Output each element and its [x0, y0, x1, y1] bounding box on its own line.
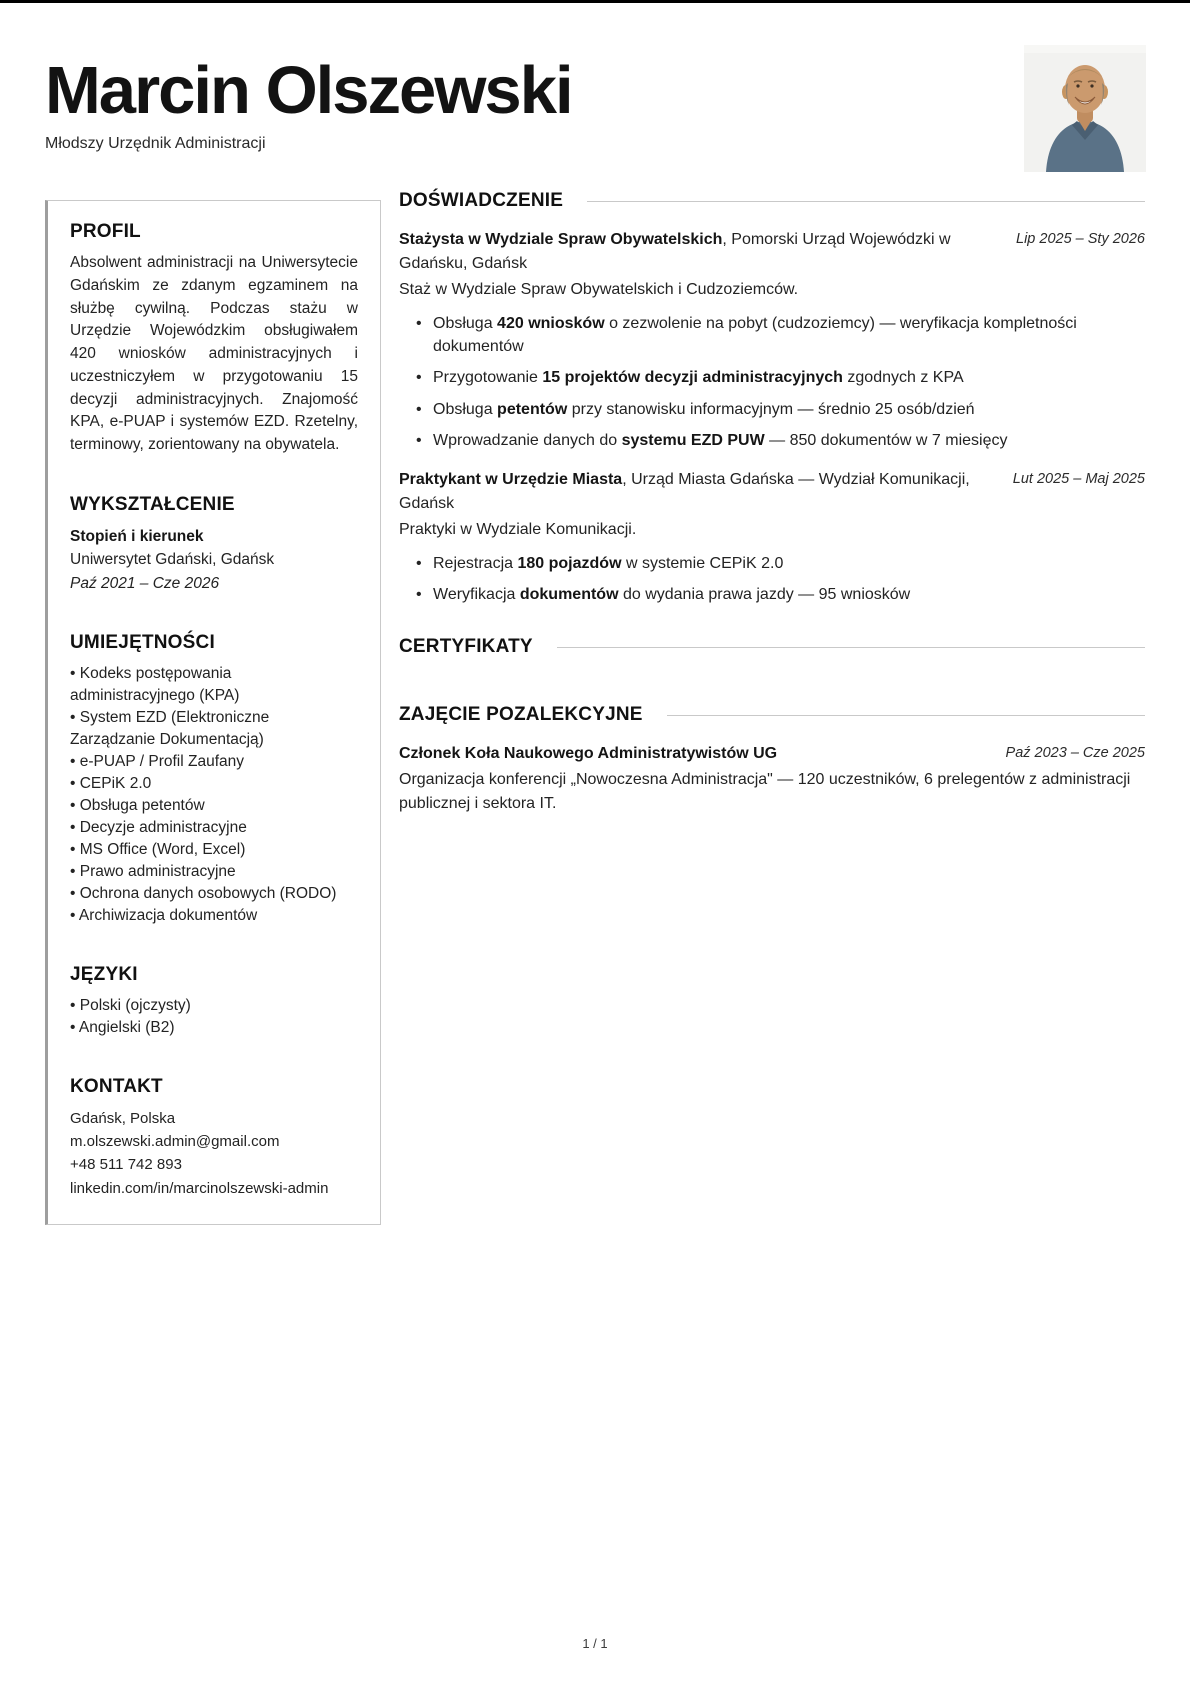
job-role: Praktykant w Urzędzie Miasta: [399, 470, 623, 488]
education-school: Uniwersytet Gdański, Gdańsk: [70, 551, 275, 569]
page-top-rule: [0, 0, 1190, 3]
education-dates: Paź 2021 – Cze 2026: [70, 574, 220, 592]
skill-item: • Prawo administracyjne: [70, 861, 358, 883]
job-bullet-list: [416, 312, 1145, 452]
section-zajecie-pozalekcyjne: [399, 704, 1145, 816]
job-dates: Lip 2025 – Sty 2026: [1016, 231, 1145, 247]
jezyki-heading: JĘZYKI: [70, 963, 138, 985]
job-entry: [399, 468, 1145, 606]
activity-header: [399, 742, 1145, 766]
page-number: 1 / 1: [582, 1636, 608, 1651]
job-dates: Lut 2025 – Maj 2025: [1012, 470, 1145, 487]
activity-title: [399, 742, 984, 766]
job-title: [399, 468, 991, 516]
activity-description: Organizacja konferencji „Nowoczesna Administracja" — 120 uczestników, 6 prelegentów z administracji publicznej i sektora IT.: [399, 771, 1131, 813]
job-bullet: • Wprowadzanie danych do systemu EZD PUW — 850 dokumentów w 7 miesięcy: [416, 429, 1145, 452]
doswiadczenie-heading: DOŚWIADCZENIE: [399, 190, 564, 211]
activity-role: Członek Koła Naukowego Administratywistów UG: [399, 745, 778, 763]
profile-photo: [1024, 45, 1146, 172]
skill-item: • System EZD (Elektroniczne Zarządzanie Dokumentacją): [70, 707, 358, 751]
skills-list: [70, 663, 358, 927]
section-wyksztalcenie: [70, 494, 358, 595]
kontakt-heading: KONTAKT: [70, 1075, 163, 1097]
job-role: Stażysta w Wydziale Spraw Obywatelskich: [399, 231, 723, 248]
section-certyfikaty: [399, 636, 1145, 658]
header: [45, 50, 1000, 153]
section-rule: [587, 201, 1145, 202]
job-entry: [399, 228, 1145, 452]
job-bullet: • Obsługa 420 wniosków o zezwolenie na pobyt (cudzoziemcy) — weryfikacja kompletności dokumentów: [416, 312, 1145, 358]
section-kontakt: [70, 1076, 358, 1200]
certyfikaty-heading: CERTYFIKATY: [399, 636, 533, 658]
wyksztalcenie-heading: WYKSZTAŁCENIE: [70, 494, 235, 516]
main-column: [399, 190, 1145, 816]
doswiadczenie-title-row: [399, 190, 1145, 212]
profil-text: Absolwent administracji na Uniwersytecie Gdańskim ze zdanym egzaminem na służbę cywilną. Podczas stażu w Urzędzie Wojewódzkim obsługiwałem 420 wniosków administracyjnych i uczestniczyłem w przygotowaniu 15 decyzji administracyjnych. Znajomość KPA, e-PUAP i systemów EZD. Rzetelny, terminowy, zorientowany na obywatela.: [70, 254, 358, 454]
contact-location: Gdańsk, Polska: [70, 1109, 176, 1127]
job-title: [399, 228, 994, 276]
education-degree: Stopień i kierunek: [70, 528, 204, 546]
job-subtitle: Praktyki w Wydziale Komunikacji.: [399, 520, 637, 538]
job-bullet: • Rejestracja 180 pojazdów w systemie CEPiK 2.0: [416, 552, 1145, 575]
sidebar: [45, 200, 381, 1225]
section-doswiadczenie: [399, 190, 1145, 606]
activity-dates: Paź 2023 – Cze 2025: [1005, 745, 1145, 762]
contact-phone: +48 511 742 893: [70, 1156, 182, 1174]
section-jezyki: [70, 964, 358, 1039]
job-bullet: • Przygotowanie 15 projektów decyzji administracyjnych zgodnych z KPA: [416, 366, 1145, 389]
skill-item: • Decyzje administracyjne: [70, 817, 358, 839]
section-rule: [557, 647, 1145, 648]
job-employer: , Urząd Miasta Gdańska — Wydział Komunikacji, Gdańsk: [399, 470, 970, 512]
section-umiejetnosci: [70, 632, 358, 927]
skill-item: • Obsługa petentów: [70, 795, 358, 817]
job-employer: , Pomorski Urząd Wojewódzki w Gdańsku, Gdańsk: [399, 231, 951, 272]
candidate-name: Marcin Olszewski: [45, 53, 572, 128]
languages-list: [70, 995, 358, 1039]
job-bullet: • Obsługa petentów przy stanowisku informacyjnym — średnio 25 osób/dzień: [416, 398, 1145, 421]
language-item: • Polski (ojczysty): [70, 995, 358, 1017]
job-header: [399, 468, 1145, 516]
skill-item: • Kodeks postępowania administracyjnego (KPA): [70, 663, 358, 707]
skill-item: • MS Office (Word, Excel): [70, 839, 358, 861]
section-profil: [70, 221, 358, 457]
zajecie-title-row: [399, 704, 1145, 726]
skill-item: • Ochrona danych osobowych (RODO): [70, 883, 358, 905]
umiejetnosci-heading: UMIEJĘTNOŚCI: [70, 631, 215, 653]
contact-linkedin: linkedin.com/in/marcinolszewski-admin: [70, 1179, 329, 1197]
section-rule: [667, 715, 1145, 716]
job-bullet: • Weryfikacja dokumentów do wydania prawa jazdy — 95 wniosków: [416, 583, 1145, 606]
job-header: [399, 228, 1145, 276]
job-bullet-list: [416, 552, 1145, 606]
skill-item: • e-PUAP / Profil Zaufany: [70, 751, 358, 773]
contact-email: m.olszewski.admin@gmail.com: [70, 1133, 280, 1151]
candidate-job-title: Młodszy Urzędnik Administracji: [45, 134, 266, 152]
profil-heading: PROFIL: [70, 221, 141, 242]
job-subtitle: Staż w Wydziale Spraw Obywatelskich i Cudzoziemców.: [399, 281, 799, 298]
skill-item: • CEPiK 2.0: [70, 773, 358, 795]
certyfikaty-title-row: [399, 636, 1145, 658]
person-portrait-illustration: [1024, 45, 1146, 172]
skill-item: • Archiwizacja dokumentów: [70, 905, 358, 927]
zajecie-heading: ZAJĘCIE POZALEKCYJNE: [399, 704, 643, 726]
language-item: • Angielski (B2): [70, 1017, 358, 1039]
